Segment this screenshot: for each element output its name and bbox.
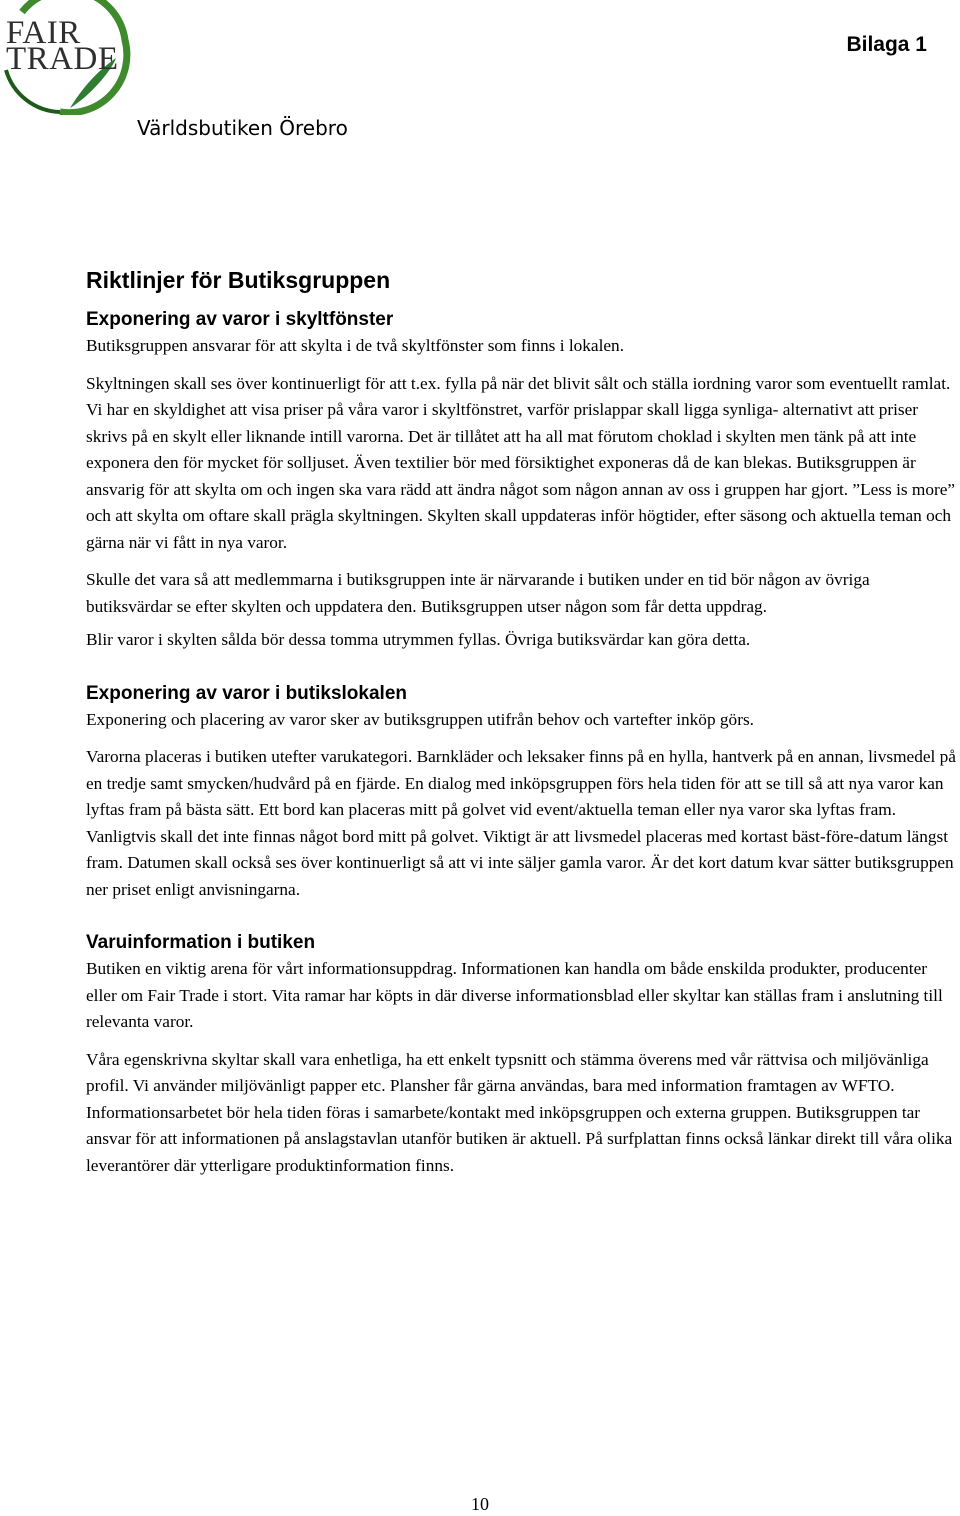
section-heading: Exponering av varor i skyltfönster <box>86 309 394 330</box>
paragraph: Blir varor i skylten sålda bör dessa tomma utrymmen fyllas. Övriga butiksvärdar kan göra detta. <box>86 630 751 649</box>
paragraph: Butiken en viktig arena för vårt informationsuppdrag. Informationen kan handla om både enskilda produkter, producenter eller om Fair Trade i stort. Vita ramar har köpts in där diverse informationsblad eller skyltar kan ställas fram i anslutning till relevanta varor. <box>86 959 943 1031</box>
document-body <box>86 262 958 1179</box>
fair-trade-logo <box>0 0 135 115</box>
section-heading: Varuinformation i butiken <box>86 932 316 953</box>
paragraph: Våra egenskrivna skyltar skall vara enhetliga, ha ett enkelt typsnitt och stämma överens med vår rättvisa och miljövänliga profil. Vi använder miljövänligt papper etc. Plansher får gärna användas, bara med information framtagen av WFTO. Informationsarbetet bör hela tiden föras i samarbete/kontakt med inköpsgruppen och externa gruppen. Butiksgruppen tar ansvar för att informationen på anslagstavlan utanför butiken är aktuell. På surfplattan finns också länkar direkt till våra olika leverantörer där ytterligare produktinformation finns. <box>86 1049 953 1175</box>
paragraph: Skulle det vara så att medlemmarna i butiksgruppen inte är närvarande i butiken under en tid bör någon av övriga butiksvärdar se efter skylten och uppdatera den. Butiksgruppen utser någon som får detta uppdrag. <box>86 570 870 616</box>
paragraph: Butiksgruppen ansvarar för att skylta i de två skyltfönster som finns i lokalen. <box>86 336 625 355</box>
appendix-label: Bilaga 1 <box>846 33 927 56</box>
paragraph: Skyltningen skall ses över kontinuerligt för att t.ex. fylla på när det blivit sålt och ställa iordning varor som eventuellt ramlat. Vi har en skyldighet att visa priser på våra varor i skyltfönstret, varför prislappar skall ligga synliga- alternativt att priser skrivs på en skylt eller liknande intill varorna. Det är tillåtet att ha all mat förutom choklad i skylten men tänk på att inte exponera den för mycket för solljuset. Även textilier bör med försiktighet exponeras då de kan blekas. Butiksgruppen är ansvarig för att skylta om och ingen ska vara rädd att ändra något som någon annan av oss i gruppen har gjort. ”Less is more” och att skylta om oftare skall prägla skyltningen. Skylten skall uppdateras inför högtider, efter säsong och aktuella teman och gärna när vi fått in nya varor. <box>86 373 956 552</box>
shop-name: Världsbutiken Örebro <box>137 116 348 140</box>
document-title: Riktlinjer för Butiksgruppen <box>86 267 391 293</box>
paragraph: Exponering och placering av varor sker av butiksgruppen utifrån behov och vartefter inköp görs. <box>86 709 754 729</box>
logo-text: FAIR TRADE <box>6 15 119 77</box>
section-heading: Exponering av varor i butikslokalen <box>86 682 407 704</box>
paragraph: Varorna placeras i butiken utefter varukategori. Barnkläder och leksaker finns på en hylla, hantverk på en annan, livsmedel på en tredje samt smycken/hudvård på en fjärde. En dialog med inköpsgruppen förs hela tiden för att se till så att nya varor kan lyftas fram på bästa sätt. Ett bord kan placeras mitt på golvet vid event/aktuella teman eller nya varor ska lyftas fram. Vanligtvis skall det inte finnas något bord mitt på golvet. Viktigt är att livsmedel placeras med kortast bäst-före-datum längst fram. Datumen skall också ses över kontinuerligt så att vi inte säljer gamla varor. Är det kort datum kvar sätter butiksgruppen ner priset enligt anvisningarna. <box>86 747 956 899</box>
page-number: 10 <box>471 1494 489 1514</box>
